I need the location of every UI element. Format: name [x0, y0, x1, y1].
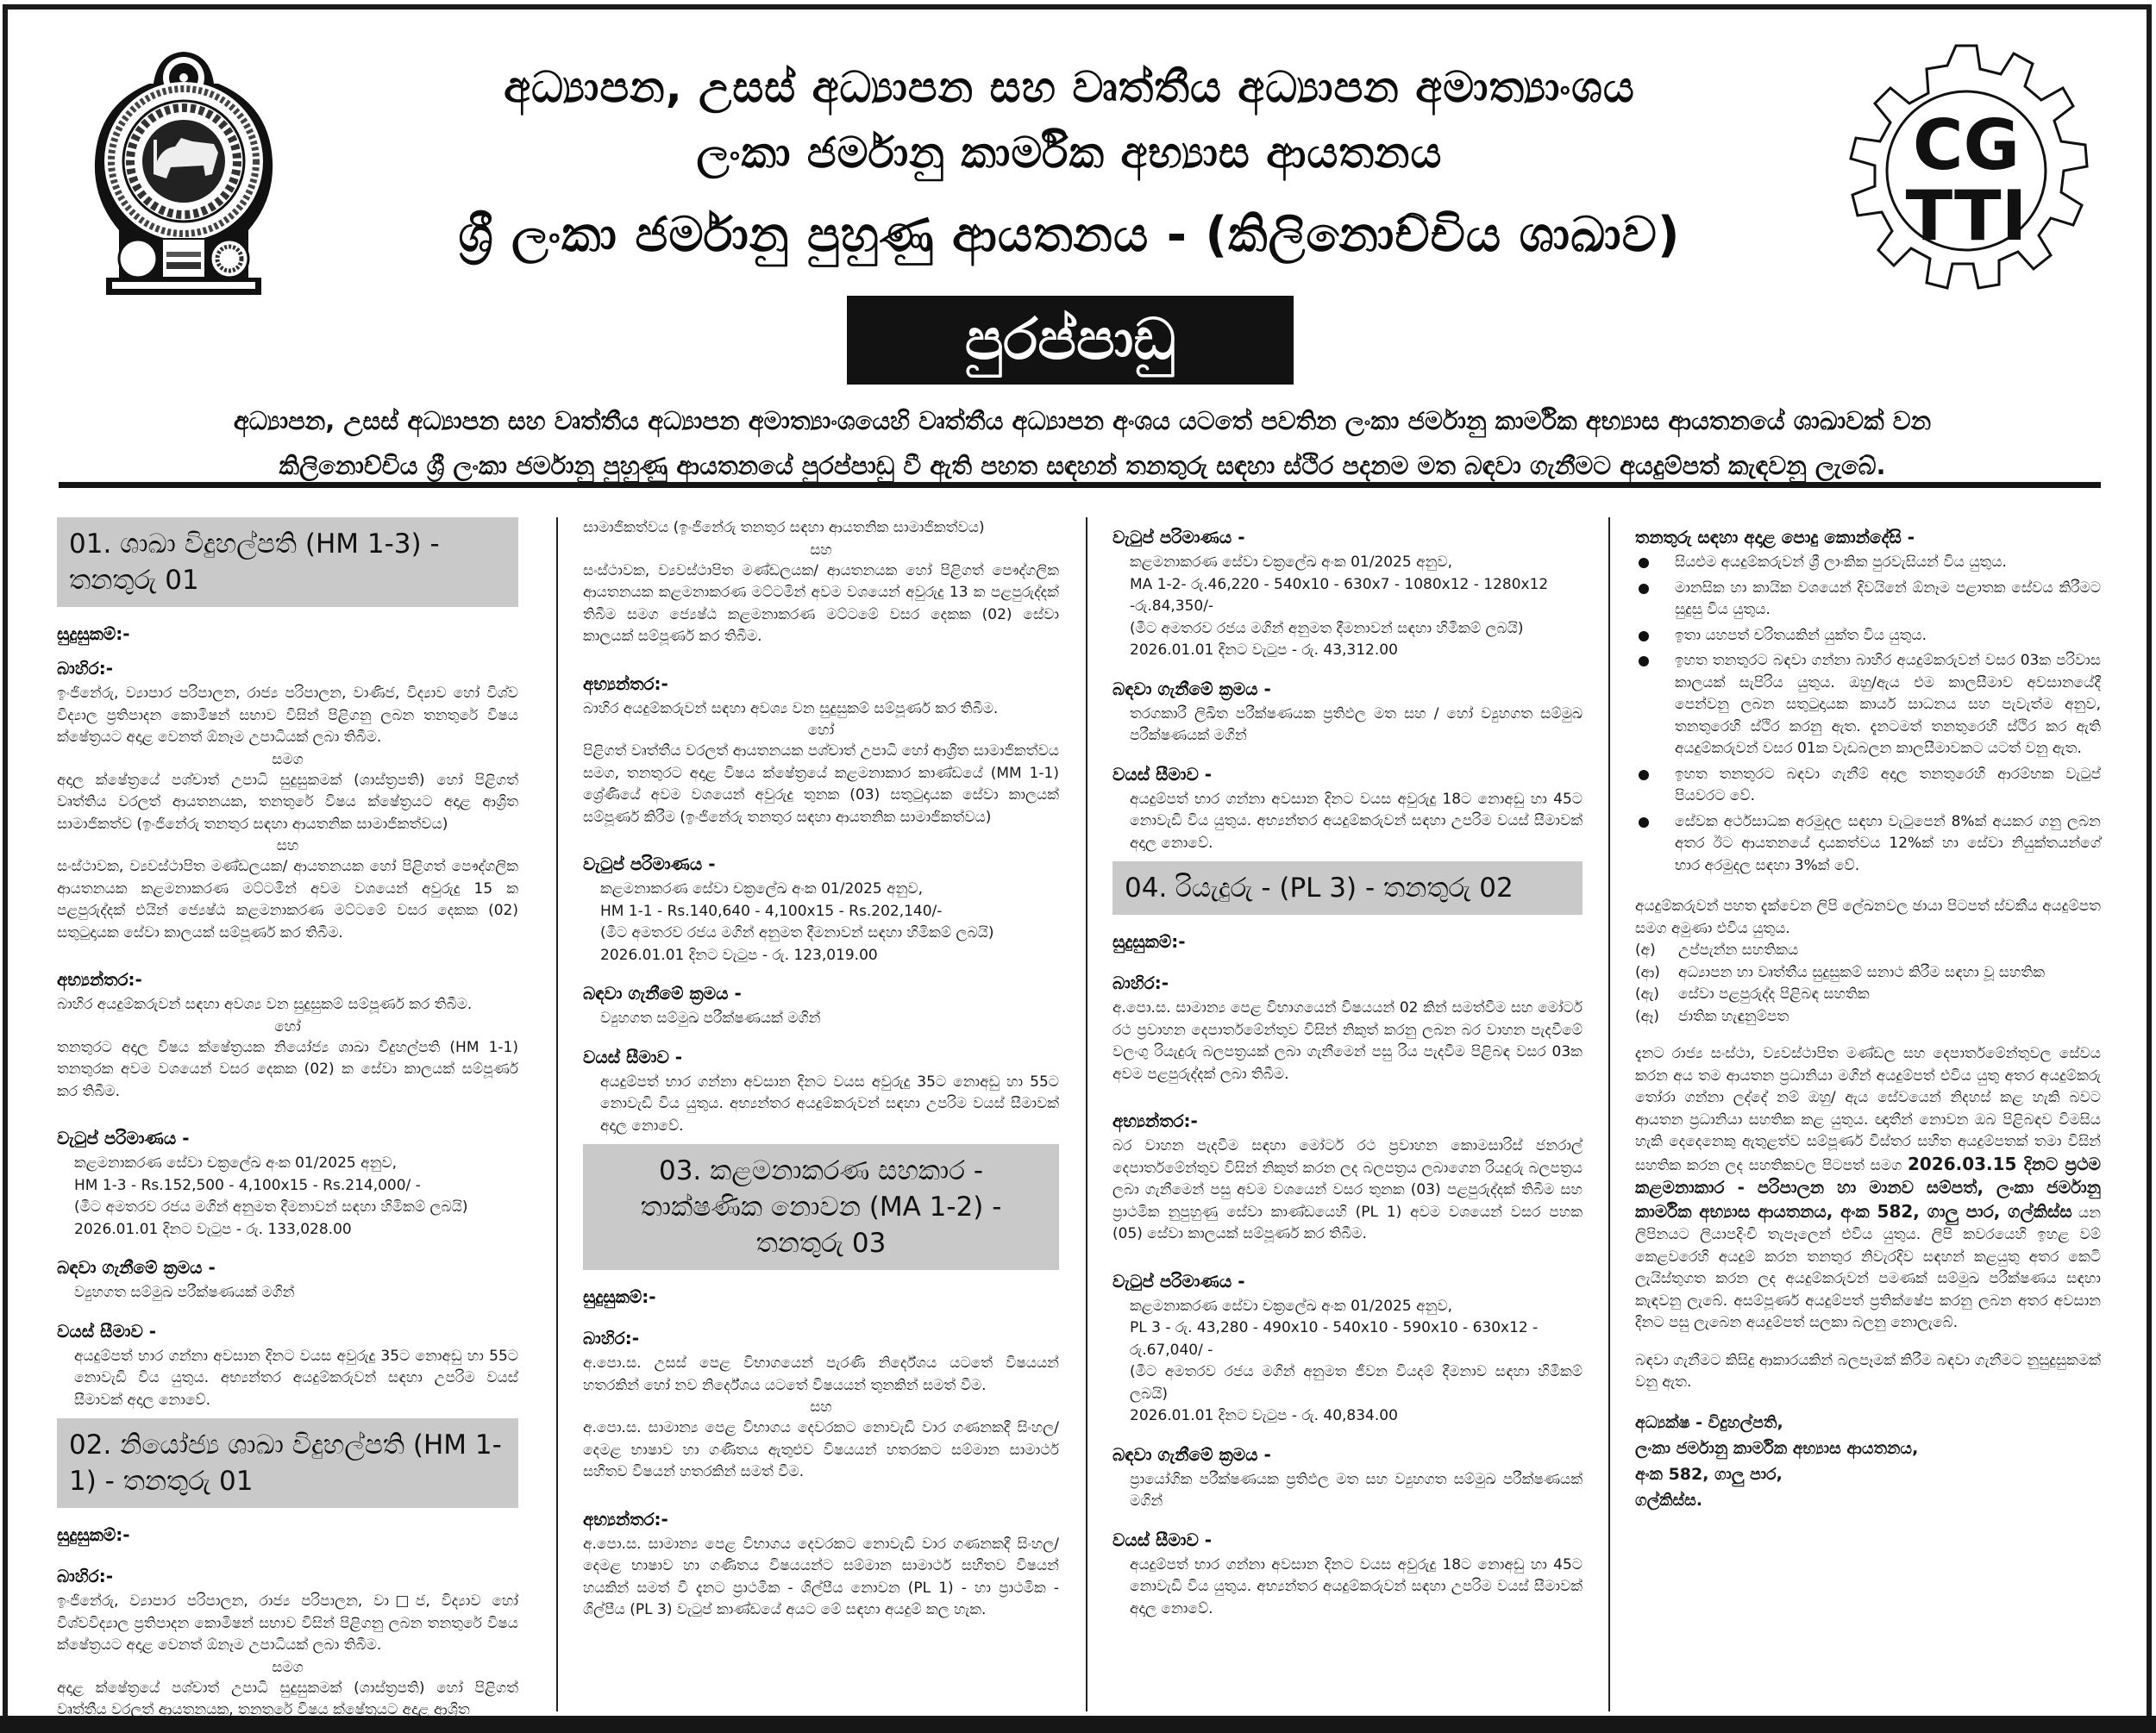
vacancies-banner [847, 296, 1294, 385]
general-conditions-title: තනතුරු සඳහා අදාළ පොදු කොන්දේසි - [1635, 527, 1915, 547]
salary-as-of-date: 2026.01.01 දිනට වැටුප - රු. 43,312.00 [1130, 641, 1398, 659]
external-requirement: අ.පො.ස. සාමාන්‍ය පෙළ විභාගයෙන් විෂයයන් 02 කින් සමත්වීම සහ මෝටර් රථ ප්‍රවාහන දෙපාර්තමේන්තුව විසින් නිකුත් කරනු ලබන බර වාහන පැදවීමේ වලංගු රියැදුරු බලපත්‍රයක් ලබා ගැනීමෙන් පසු රිය පැදවීම පිළිබඳ වසර 03ක අවම පළපුරුද්දක් ලබා තිබීම. [1112, 999, 1583, 1083]
salary-as-of-date: 2026.01.01 දිනට වැටුප - රු. 123,019.00 [600, 946, 878, 964]
svg-text:CG: CG [1912, 105, 2021, 185]
recruitment-label: බඳවා ගැනීමේ ක්‍රමය - [57, 1257, 216, 1278]
svg-text:TTI: TTI [1905, 176, 2028, 256]
branch-title: ශ්‍රී ලංකා ජර්මානු පුහුණු ආයතනය - (කිලිනොච්චිය ශාඛාව) [458, 207, 1681, 263]
joiner-text: සහ [276, 837, 299, 854]
header-separator [59, 482, 2101, 488]
document-item: (ආ) අධ්‍යාපන හා වෘත්තීය සුදුසුකම් සනාථ කිරීම සඳහා වූ සහතික [1635, 963, 2046, 981]
salary-as-of-date: 2026.01.01 දිනට වැටුප - රු. 40,834.00 [1130, 1407, 1398, 1424]
condition-item: මානසික හා කායික වශයෙන් දිවයිනේ ඕනෑම පළාතක සේවය කිරීමට සුදුසු විය යුතුය. [1635, 578, 2101, 622]
external-requirement: අදාළ ක්ෂේත්‍රයේ පශ්චාත් උපාධි සුදුසුකමක් (ශාස්ත්‍රපති) හෝ පිළිගත් වෘත්තීය වරලත් ආයතනයක, තනතුරේ විෂය ක්ෂේත්‍රයට අදාළ ආශ්‍රිත [57, 1679, 518, 1718]
document-item: (අ) උප්පැන්න සහතිකය [1635, 942, 1799, 959]
external-requirement: අ.පො.ස. උසස් පෙළ විභාගයෙන් පැරණි නිර්දේශය යටතේ විෂයයන් හතරකින් හෝ නව නිර්දේශය යටතේ විෂයයන් තුනකින් සමත් වීම. [583, 1354, 1059, 1394]
intro-line-2: කිලිනොච්චිය ශ්‍රී ලංකා ජර්මානු පුහුණු ආයතනයේ පුරප්පාඩු වී ඇති පහත සඳහන් තනතුරු සඳහා ස්ථිර පදනම මත බඳවා ගැනීමට අයදුම්පත් කැඳවනු ලැබේ. [279, 451, 1886, 480]
bullet-icon [1639, 631, 1649, 641]
qualifications-label: සුදුසුකම්:- [57, 1524, 130, 1545]
post-2-start [57, 1418, 518, 1722]
document-item: (ඇ) සේවා පළපුරුද්ද පිළිබඳ සහතික [1635, 985, 1870, 1003]
qualifications-label: සුදුසුකම්:- [57, 623, 130, 644]
internal-label: අභ්‍යන්තර:- [57, 969, 142, 990]
column-divider [1608, 517, 1610, 1711]
recruitment-method: ප්‍රායෝගික පරීක්ෂණයක ප්‍රතිඵල මත සහ ව්‍යුහගත සම්මුඛ පරීක්ෂණයක් මගින් [1130, 1470, 1583, 1510]
external-label: බාහිර:- [1112, 973, 1169, 993]
column-2 [583, 517, 1059, 1711]
internal-requirement: බර වාහන පැදවීම සඳහා මෝටර් රථ ප්‍රවාහන කොමසාරිස් ජනරාල් දෙපාර්තමේන්තුව විසින් නිකුත් කරන ලද බලපත්‍රය ලබාගෙන රියදුරු බලපත්‍රය ලබා ගැනීමෙන් පසු අවම වශයෙන් වසර තුනක (03) පළපුරුද්දක් තිබීම සහ ප්‍රාථමික නුපුහුණු සේවා කාණ්ඩයෙහි (PL 1) අවම වශයෙන් වසර පහක (05) සේවා කාලයක් සම්පූර්ණ කර තිබීම. [1112, 1137, 1583, 1242]
documents-intro: අයදුම්කරුවන් පහත දැක්වෙන ලිපි ලේඛනවල ඡායා පිටපත් ස්වකීය අයදුම්පත සමග අමුණා එවිය යුතුය. [1635, 898, 2101, 937]
internal-requirement: පිළිගත් වෘත්තීය වරලත් ආයතනයක පශ්චාත් උපාධි හෝ ආශ්‍රිත සාමාජිකත්වය සමග, තනතුරට අදාළ විෂය ක්ෂේත්‍රයේ කළමනාකාර කාණ්ඩයේ (MM 1-1) ශ්‍රේණියේ අවම වශයෙන් අවුරුදු තුනක (03) සතුටුදායක සේවා කාලයක් සම්පූර්ණ කිරීම (ඉංජිනේරු තනතුර සඳහා ආයතනික සාමාජිකත්වය) [583, 742, 1059, 826]
signature-block: අධ්‍යක්ෂ - විදුහල්පති, ලංකා ජර්මානු කාර්මික අභ්‍යාස ආයතනය, අංක 582, ගාලු පාර, ගල්කිස්ස. [1635, 1412, 1919, 1510]
external-requirement: සාමාජිකත්වය (ඉංජිනේරු තනතුර සඳහා ආයතනික සාමාජිකත්වය) [583, 519, 985, 536]
external-requirement: සංස්ථාවක, ව්‍යවස්ථාපිත මණ්ඩලයක/ ආයතනයක හෝ පිළිගත් පෞද්ගලික ආයතනයක කළමනාකරණ මට්ටමින් අවම වශයෙන් අවුරුදු 15 ක පළපුරුද්දක් එයින් ජ්‍යෙෂ්ඨ කළමනාකරණ මට්ටමේ වසර දෙකක (02) සතුටුදායක සේවා කාලයක් සම්පූර්ණ කර තිබීම. [57, 858, 518, 942]
post-title: 02. නියෝජ්‍ය ශාඛා විදුහල්පති (HM 1-1) - තනතුරු 01 [57, 1418, 518, 1508]
post-1 [57, 517, 518, 1411]
general-conditions-list [1635, 552, 2101, 877]
salary-as-of-date: 2026.01.01 දිනට වැටුප - රු. 133,028.00 [74, 1220, 352, 1238]
condition-item: ඉතා යහපත් චරිතයකින් යුක්ත විය යුතුය. [1635, 625, 2101, 648]
salary-label: වැටුප් පරිමාණය - [57, 1128, 190, 1148]
internal-requirement: බාහිර අයදුම්කරුවන් සඳහා අවශ්‍ය වන සුදුසුකම් සම්පූර්ණ කර තිබීම. [583, 699, 999, 717]
age-limit-text: අයදුම්පත් භාර ගන්නා අවසාන දිනට වයස අවුරුදු 35ට නොඅඩු හා 55ට නොවැඩි විය යුතුය. අභ්‍යන්තර අයදුම්කරුවන් සඳහා උපරිම වයස් සීමාවක් අදාල නොවේ. [600, 1073, 1059, 1135]
age-limit-label: වයස් සීමාව - [1112, 1529, 1213, 1550]
post-title: 01. ශාඛා විදුහල්පති (HM 1-3) - තනතුරු 01 [57, 517, 518, 607]
external-requirement: ඉංජිනේරු, ව්‍යාපාර පරිපාලන, රාජ්‍ය පරිපාලන, වාණිජ, විද්‍යාව හෝ විශ්ව විද්‍යාල ප්‍රතිපාදන කොමිෂන් සභාව විසින් පිළිගනු ලබන තනතුරේ විෂය ක්ෂේත්‍රයට අදාළ වෙනත් ඕනෑම උපාධියක් ලබා තිබීම. [57, 685, 518, 746]
joiner-text: සමග [272, 1658, 304, 1676]
salary-allowance-note: (මීට අමතරව රජය මගින් අනුමත දීමනාවන් සඳහා හිමිකම් ලබයි) [1130, 619, 1524, 637]
intro-paragraph [52, 398, 2113, 488]
recruitment-method: ව්‍යුහගත සම්මුඛ පරීක්ෂණයක් මගින් [74, 1284, 295, 1301]
recruitment-label: බඳවා ගැනීමේ ක්‍රමය - [583, 983, 742, 1004]
age-limit-text: අයදුම්පත් භාර ගන්නා අවසාන දිනට වයස අවුරුදු 35ට නොඅඩු හා 55ට නොවැඩි විය යුතුය. අභ්‍යන්තර අයදුම්කරුවන් සඳහා උපරිම වයස් සීමාවක් අදාල නොවේ. [74, 1347, 518, 1409]
post-title: 04. රියැදුරු - (PL 3) - තනතුරු 02 [1112, 861, 1583, 915]
salary-label: වැටුප් පරිමාණය - [583, 854, 716, 874]
post-3-continued [1112, 522, 1583, 854]
vacancies-label: පුරප්පාඩු [964, 306, 1176, 372]
internal-label: අභ්‍යන්තර:- [583, 673, 668, 694]
ministry-title: අධ්‍යාපන, උසස් අධ්‍යාපන සහ වෘත්තීය අධ්‍යාපන අමාත්‍යාංශය [504, 62, 1635, 112]
salary-label: වැටුප් පරිමාණය - [1112, 527, 1245, 547]
bullet-icon [1639, 584, 1649, 594]
column-4 [1635, 517, 2101, 1711]
condition-item: සේවක අර්ථසාධක අරමුදල සඳහා වැටුපෙන් 8%ක් අයකර ගනු ලබන අතර ඊට ආයතනයේ දායකත්වය 12%ක් හා සේවා නියුක්තයන්ගේ භාර අරමුදල සඳහා 3%ක් වේ. [1635, 811, 2101, 878]
condition-item: සියළුම අයදුම්කරුවන් ශ්‍රී ලාංකික පුරවැසියන් විය යුතුය. [1635, 552, 2101, 574]
joiner-text: සහ [810, 1398, 832, 1416]
external-label: බාහිර:- [57, 658, 113, 679]
intro-line-1: අධ්‍යාපන, උසස් අධ්‍යාපන සහ වෘත්තීය අධ්‍යාපන අමාත්‍යාංශයෙහි වෘත්තීය අධ්‍යාපන අංශය යටතේ පවතින ලංකා ජර්මානු කාර්මික අභ්‍යාස ආයතනයේ ශාඛාවක් වන [233, 406, 1932, 435]
joiner-text: හෝ [807, 722, 835, 739]
post-2-continued [583, 517, 1059, 1137]
salary-scale: PL 3 - රු. 43,280 - 490x10 - 540x10 - 590x10 - 630x12 - රු.67,040/ - [1130, 1319, 1539, 1359]
salary-circular: කළමනාකරණ සේවා චක්‍රලේඛ අංක 01/2025 අනුව, [74, 1154, 398, 1172]
external-label: බාහිර:- [583, 1328, 639, 1348]
age-limit-label: වයස් සීමාව - [1112, 763, 1213, 785]
document-item: (ඈ) ජාතික හැඳුනුම්පත [1635, 1007, 1789, 1025]
post-3-start [583, 1144, 1059, 1622]
column-divider [556, 517, 558, 1711]
bullet-icon [1639, 770, 1649, 780]
salary-scale: HM 1-1 - Rs.140,640 - 4,100x15 - Rs.202,140/- [600, 902, 943, 920]
recruitment-method: තරගකාරී ලිඛිත පරීක්ෂණයක ප්‍රතිඵල මත සහ / හෝ ව්‍යුහගත සම්මුඛ පරීක්ෂණයක් මගින් [1130, 704, 1583, 744]
external-requirement: අදාල ක්ෂේත්‍රයේ පශ්චාත් උපාධි සුදුසුකමක් (ශාස්ත්‍රපති) හෝ පිළිගත් වෘත්තිය වරලත් ආයතනයක, තනතුරේ විෂය ක්ෂේත්‍රයට අදාළ ආශ්‍රිත සාමාජිකත්ව (ඉංජිනේරු තනතුර සඳහා ආයතනික සාමාජිකත්වය) [57, 771, 518, 833]
column-1 [57, 517, 518, 1718]
internal-label: අභ්‍යන්තර:- [1112, 1110, 1198, 1131]
bullet-icon [1639, 558, 1649, 568]
cgtti-gear-logo-icon [1802, 41, 2130, 300]
external-requirement: සංස්ථාවක, ව්‍යවස්ථාපිත මණ්ඩලයක/ ආයතනයක හෝ පිළිගත් පෞද්ගලික ආයතනයක කළමනාකරණ මට්ටමින් අවම වශයෙන් අවුරුදු 13 ක පළපුරුද්දක් තිබීම සමග ජ්‍යෙෂ්ඨ කළමනාකරණ මට්ටමේ වසර දෙකක (02) සේවා කාලයක් සම්පූර්ණ කර තිබීම. [583, 561, 1059, 645]
influence-warning: බඳවා ගැනීමට කිසිදු ආකාරයකින් බලපෑමක් කිරීම බඳවා ගැනීමට නුසුදුසුකමක් වනු ඇත. [1635, 1351, 2101, 1391]
salary-label: වැටුප් පරිමාණය - [1112, 1270, 1245, 1292]
post-title: 03. කළමනාකරණ සහකාර - තාක්ෂණික නොවන (MA 1-2) - තනතුරු 03 [583, 1144, 1059, 1270]
recruitment-label: බඳවා ගැනීමේ ක්‍රමය - [1112, 1443, 1271, 1465]
submission-address: 2026.03.15 දිනට ප්‍රථම කළමනාකාර - පරිපාලන හා මානව සම්පත්, ලංකා ජර්මානු කාර්මික අභ්‍යාස ආයතනය, අංක 582, ගාලු පාර, ගල්කිස්ස [1635, 1153, 2101, 1222]
recruitment-method: ව්‍යුහගත සම්මුඛ පරීක්ෂණයක් මගින් [600, 1010, 821, 1027]
condition-item: ඉහත තනතුරට බඳවා ගැනීම් අදාල තනතුරෙහි ආරම්භක වැටුප් පියවරට වේ. [1635, 764, 2101, 808]
column-3 [1112, 517, 1583, 1711]
age-limit-label: වයස් සීමාව - [583, 1046, 683, 1067]
salary-allowance-note: (මීට අමතරව රජය මගින් අනුමත දීමනාවන් සඳහා හිමිකම් ලබයි) [600, 924, 994, 942]
external-label: බාහිර:- [57, 1566, 113, 1586]
submission-instructions: දැනට රාජ්‍ය සංස්ථා, ව්‍යවස්ථාපිත මණ්ඩල සහ දෙපාර්තමේන්තුවල සේවය කරන අය තම ආයතන ප්‍රධානියා මගින් අයදුම්පත් එවිය යුතු අතර අයදුම්කරු තෝරා ගන්නා ලද්දේ නම් ඔහු/ ඇය සේවයෙන් නිදහස් කළ හැකි බවට ආයතන ප්‍රධානියා සහතික කළ යුතුය. ඥාතීන් නොවන ඔබ පිළිබඳව විමසිය හැකි දෙදෙනෙකු ඇතුළත්ව සම්පූර්ණ විස්තර සහිත අයදුම්පතක් තමා විසින් සහතික කරන ලද සහතිකවල පිටපත් සමග 2026.03.15 දිනට ප්‍රථම කළමනාකාර - පරිපාලන හා මානව සම්පත්, ලංකා ජර්මානු කාර්මික අභ්‍යාස ආයතනය, අංක 582, ගාලු පාර, ගල්කිස්ස යන ලිපිනයට ලියාපදිංචි තැපෑලෙන් එවිය යුතුය. ලිපි කවරයෙහි ඉහළ වම් කෙළවරෙහි අයදුම් කරන තනතුර නිවැරදිව සඳහන් කළයුතු අතර කෙටි ලැයිස්තුගත කරන ලද අයදුම්කරුවන් පමණක් සම්මුඛ පරීක්ෂණය සඳහා කැඳවනු ලැබේ. අසම්පූර්ණ අයදුම්පත් ප්‍රතික්ෂේප කරනු ලබන අතර අවසාන දිනට පසු ලැබෙන අයදුම්පත් සලකා බලනු නොලැබේ. [1635, 1045, 2102, 1331]
sri-lanka-emblem-icon [85, 45, 283, 308]
joiner-text: සමග [272, 750, 304, 768]
external-requirement: අ.පො.ස. සාමාන්‍ය පෙළ විභාගය දෙවරකට නොවැඩි වාර ගණනකදී සිංහල/ දෙමළ භාෂාව හා ගණිතය ඇතුළුව විෂයයන් හතරකට සම්මාන සාමාර්ථ සහිතව විෂයන් හතරකින් සමත් වීම. [583, 1419, 1059, 1480]
age-limit-text: අයදුම්පත් භාර ගන්නා අවසාන දිනට වයස අවුරුදු 18ට නොඅඩු හා 45ට නොවැඩි විය යුතුය. අභ්‍යන්තර අයදුම්කරුවන් සඳහා උපරිම වයස් සීමාවක් අදාල නොවේ. [1130, 790, 1583, 852]
documents-list [1635, 940, 2101, 1028]
salary-allowance-note: (මීට අමතරව රජය මගින් අනුමත ජීවන වියදම් දීමනාව සඳහා හිමිකම් ලබයි) [1130, 1363, 1583, 1403]
qualifications-label: සුදුසුකම්:- [583, 1286, 656, 1307]
internal-requirement: තනතුරට අදාල විෂය ක්ෂේත්‍රයක නියෝජ්‍ය ශාඛා විදුහල්පති (HM 1-1) තනතුරක අවම වශයෙන් වසර දෙකක (02) ක සේවා කාලයක් සම්පූර්ණ කර තිබීම. [57, 1038, 518, 1100]
column-divider [1086, 517, 1087, 1711]
external-requirement: ඉංජිනේරු, ව්‍යාපාර පරිපාලන, රාජ්‍ය පරිපාලන, වා□ජ, විද්‍යාව හෝ විශ්වවිද්‍යාල ප්‍රතිපාදන කොමිෂන් සභාව විසින් පිළිගනු ලබන තනතුරේ විෂය ක්ෂේත්‍රයට අදාළ වෙනත් ඕනෑම උපාධියක් ලබා තිබීම. [57, 1592, 518, 1654]
institute-title: ලංකා ජර්මානු කාර්මික අභ්‍යාස ආයතනය [696, 128, 1443, 178]
bullet-icon [1639, 817, 1649, 828]
age-limit-text: අයදුම්පත් භාර ගන්නා අවසාන දිනට වයස අවුරුදු 18ට නොඅඩු හා 45ට නොවැඩි විය යුතුය. අභ්‍යන්තර අයදුම්කරුවන් සඳහා උපරිම වයස් සීමාවක් අදාල නොවේ. [1130, 1555, 1583, 1617]
salary-circular: කළමනාකරණ සේවා චක්‍රලේඛ අංක 01/2025 අනුව, [1130, 554, 1453, 571]
recruitment-label: බඳවා ගැනීමේ ක්‍රමය - [1112, 678, 1271, 699]
salary-circular: කළමනාකරණ සේවා චක්‍රලේඛ අංක 01/2025 අනුව, [600, 880, 924, 898]
salary-circular: කළමනාකරණ සේවා චක්‍රලේඛ අංක 01/2025 අනුව, [1130, 1297, 1453, 1315]
qualifications-label: සුදුසුකම්:- [1112, 931, 1186, 952]
salary-scale: HM 1-3 - Rs.152,500 - 4,100x15 - Rs.214,000/ - [74, 1176, 421, 1194]
salary-scale: MA 1-2- රු.46,220 - 540x10 - 630x7 - 1080x12 - 1280x12 -රු.84,350/- [1130, 575, 1549, 615]
post-4 [1112, 861, 1583, 1620]
bullet-icon [1639, 656, 1649, 666]
salary-allowance-note: (මීට අමතරව රජය මගින් අනුමත දීමනාවන් සඳහා හිමිකම් ලබයි) [74, 1198, 468, 1216]
condition-item: ඉහත තනතුරට බඳවා ගන්නා බාහිර අයදුම්කරුවන් වසර 03ක පරිවාස කාලයක් සැපිරිය යුතුය. ඔහු/ඇය එම කාලසීමාව අවසානයේදී පෙන්වනු ලබන සතුටුදායක කාර්ය සාධනය සහ පැවැත්ම අනුව, තනතුරෙහි ස්ථිර කරනු ඇත. දැනටමත් තනතුරෙහි ස්ථිර කර ඇති අයදුම්කරුවන් වසර 01ක වැඩබලන කාලසීමාවකට යටත් වනු ඇත. [1635, 650, 2101, 760]
joiner-text: හෝ [274, 1017, 301, 1035]
internal-requirement: බාහිර අයදුම්කරුවන් සඳහා අවශ්‍ය වන සුදුසුකම් සම්පූර්ණ කර තිබීම. [57, 996, 473, 1013]
internal-label: අභ්‍යන්තර:- [583, 1508, 668, 1530]
internal-requirement: අ.පො.ස. සාමාන්‍ය පෙළ විභාගය දෙවරකට නොවැඩි වාර ගණනකදී සිංහල/ දෙමළ භාෂාව හා ගණිතය විෂයයන්ට සම්මාන සාමාර්ථ සහිතව විෂයන් හයකින් සමත් වී දැනට ප්‍රාථමික - ශිල්පීය නොවන (PL 1) - හා ප්‍රාථමික - ශිල්පීය (PL 3) වැටුප් කාණ්ඩයේ අයට මේ සඳහා අයදුම් කල හැක. [583, 1535, 1059, 1618]
joiner-text: සහ [810, 541, 832, 559]
age-limit-label: වයස් සීමාව - [57, 1320, 157, 1342]
